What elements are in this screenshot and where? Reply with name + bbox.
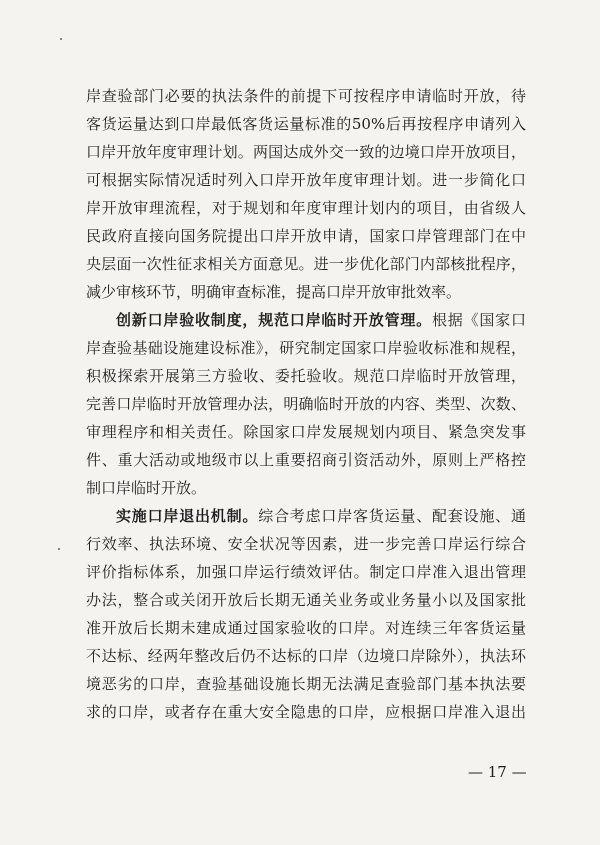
text-line: 不达标、经两年整改后仍不达标的口岸（边境口岸除外），执法环 — [86, 647, 526, 665]
text-line: 央层面一次性征求相关方面意见。进一步优化部门内部核批程序， — [86, 255, 526, 273]
scan-speck — [60, 38, 62, 40]
text-line: 境恶劣的口岸，查验基础设施长期无法满足查验部门基本执法要 — [86, 675, 526, 693]
text-line: 岸查验部门必要的执法条件的前提下可按程序申请临时开放，待 — [86, 87, 526, 105]
text-line — [86, 306, 526, 334]
text-line: 评价指标体系，加强口岸运行绩效评估。制定口岸准入退出管理 — [86, 563, 526, 581]
text-line: 审理程序和相关责任。除国家口岸发展规划内项目、紧急突发事 — [86, 423, 526, 441]
body-text — [86, 82, 526, 726]
text-line: 行效率、执法环境、安全状况等因素，进一步完善口岸运行综合 — [86, 535, 526, 553]
text-line: 准开放后长期未建成通过国家验收的口岸。对连续三年客货运量 — [86, 619, 526, 637]
text-line: 民政府直接向国务院提出口岸开放申请，国家口岸管理部门在中 — [86, 227, 526, 245]
text-line: 岸查验基础设施建设标准》，研究制定国家口岸验收标准和规程， — [86, 339, 526, 357]
text-line — [86, 502, 526, 530]
text-line: 求的口岸，或者存在重大安全隐患的口岸，应根据口岸准入退出 — [86, 703, 526, 721]
text-line: 制口岸临时开放。 — [86, 479, 207, 497]
text-line: 完善口岸临时开放管理办法，明确临时开放的内容、类型、次数、 — [86, 395, 526, 413]
paragraph-3 — [86, 502, 526, 726]
text-line: 办法，整合或关闭开放后长期无通关业务或业务量小以及国家批 — [86, 591, 526, 609]
paragraph-2 — [86, 306, 526, 502]
text-line: 口岸开放年度审理计划。两国达成外交一致的边境口岸开放项目， — [86, 143, 526, 161]
text-line: 客货运量达到口岸最低客货运量标准的50%后再按程序申请列入 — [86, 115, 526, 133]
paragraph-1 — [86, 82, 526, 306]
text-line: 可根据实际情况适时列入口岸开放年度审理计划。进一步简化口 — [86, 171, 526, 189]
text-run: 综合考虑口岸客货运量、配套设施、通 — [258, 507, 526, 525]
paragraph-heading: 实施口岸退出机制。 — [116, 507, 259, 525]
text-line: 岸开放审理流程，对于规划和年度审理计划内的项目，由省级人 — [86, 199, 526, 217]
text-line: 减少审核环节，明确审查标准，提高口岸开放审批效率。 — [86, 283, 462, 301]
page-number: — 17 — — [468, 763, 527, 781]
paragraph-heading: 创新口岸验收制度，规范口岸临时开放管理。 — [116, 311, 432, 329]
text-line: 积极探索开展第三方验收、委托验收。规范口岸临时开放管理， — [86, 367, 526, 385]
text-run: 根据《国家口 — [431, 311, 526, 329]
scan-speck — [58, 548, 60, 550]
text-line: 件、重大活动或地级市以上重要招商引资活动外，原则上严格控 — [86, 451, 526, 469]
